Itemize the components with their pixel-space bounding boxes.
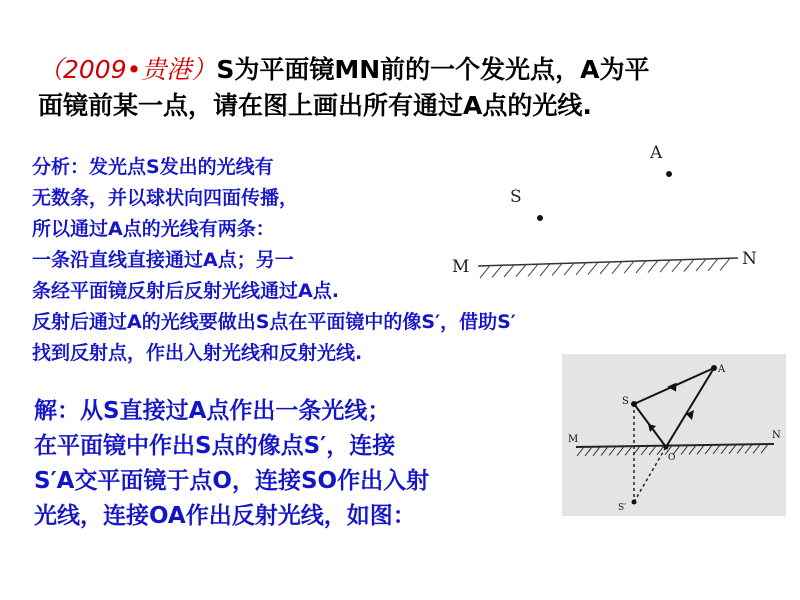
solution-label-s: S <box>622 396 629 407</box>
solution-point-s-image <box>632 500 637 505</box>
solution-label-a: A <box>718 364 726 375</box>
solution-label-n: N <box>772 430 781 441</box>
question-line-2: 面镜前某一点，请在图上画出所有通过A点的光线. <box>38 91 592 120</box>
mirror-figure <box>440 130 780 290</box>
solution-label-s-image: S′ <box>618 503 627 513</box>
solution-label-m: M <box>568 434 579 445</box>
solution-point-o <box>664 445 669 450</box>
analysis-line: 一条沿直线直接通过A点；另一 <box>32 249 294 271</box>
analysis-line: 找到反射点，作出入射光线和反射光线. <box>32 342 363 364</box>
figure1-label-a: A <box>650 143 663 163</box>
question-line-1: S为平面镜MN前的一个发光点，A为平 <box>216 55 650 84</box>
analysis-line: 所以通过A点的光线有两条： <box>32 218 275 240</box>
question-text <box>38 52 778 124</box>
analysis-line: 反射后通过A的光线要做出S点在平面镜中的像S′，借助S′ <box>32 311 516 333</box>
figure1-point-a <box>666 171 672 177</box>
solution-point-s <box>631 401 637 407</box>
solution-line: 在平面镜中作出S点的像点S′，连接 <box>34 433 396 459</box>
solution-line: 解：从S直接过A点作出一条光线； <box>34 398 391 424</box>
figure1-point-s <box>537 215 543 221</box>
solution-block <box>34 394 554 534</box>
solution-label-o: O <box>668 453 676 463</box>
analysis-line: 条经平面镜反射后反射光线通过A点. <box>32 280 339 302</box>
figure1-mirror-hatching <box>480 258 730 278</box>
analysis-line: 分析：发光点S发出的光线有 <box>32 156 274 178</box>
solution-figure <box>562 354 786 516</box>
analysis-line: 无数条，并以球状向四面传播， <box>32 187 299 209</box>
question-source: （2009•贵港） <box>38 55 217 84</box>
solution-line: 光线，连接OA作出反射光线，如图： <box>34 503 416 529</box>
figure1-label-n: N <box>742 249 757 269</box>
solution-point-a <box>711 365 717 371</box>
figure1-label-m: M <box>452 257 470 277</box>
figure1-label-s: S <box>510 187 522 207</box>
solution-line: S′A交平面镜于点O，连接SO作出入射 <box>34 468 430 494</box>
